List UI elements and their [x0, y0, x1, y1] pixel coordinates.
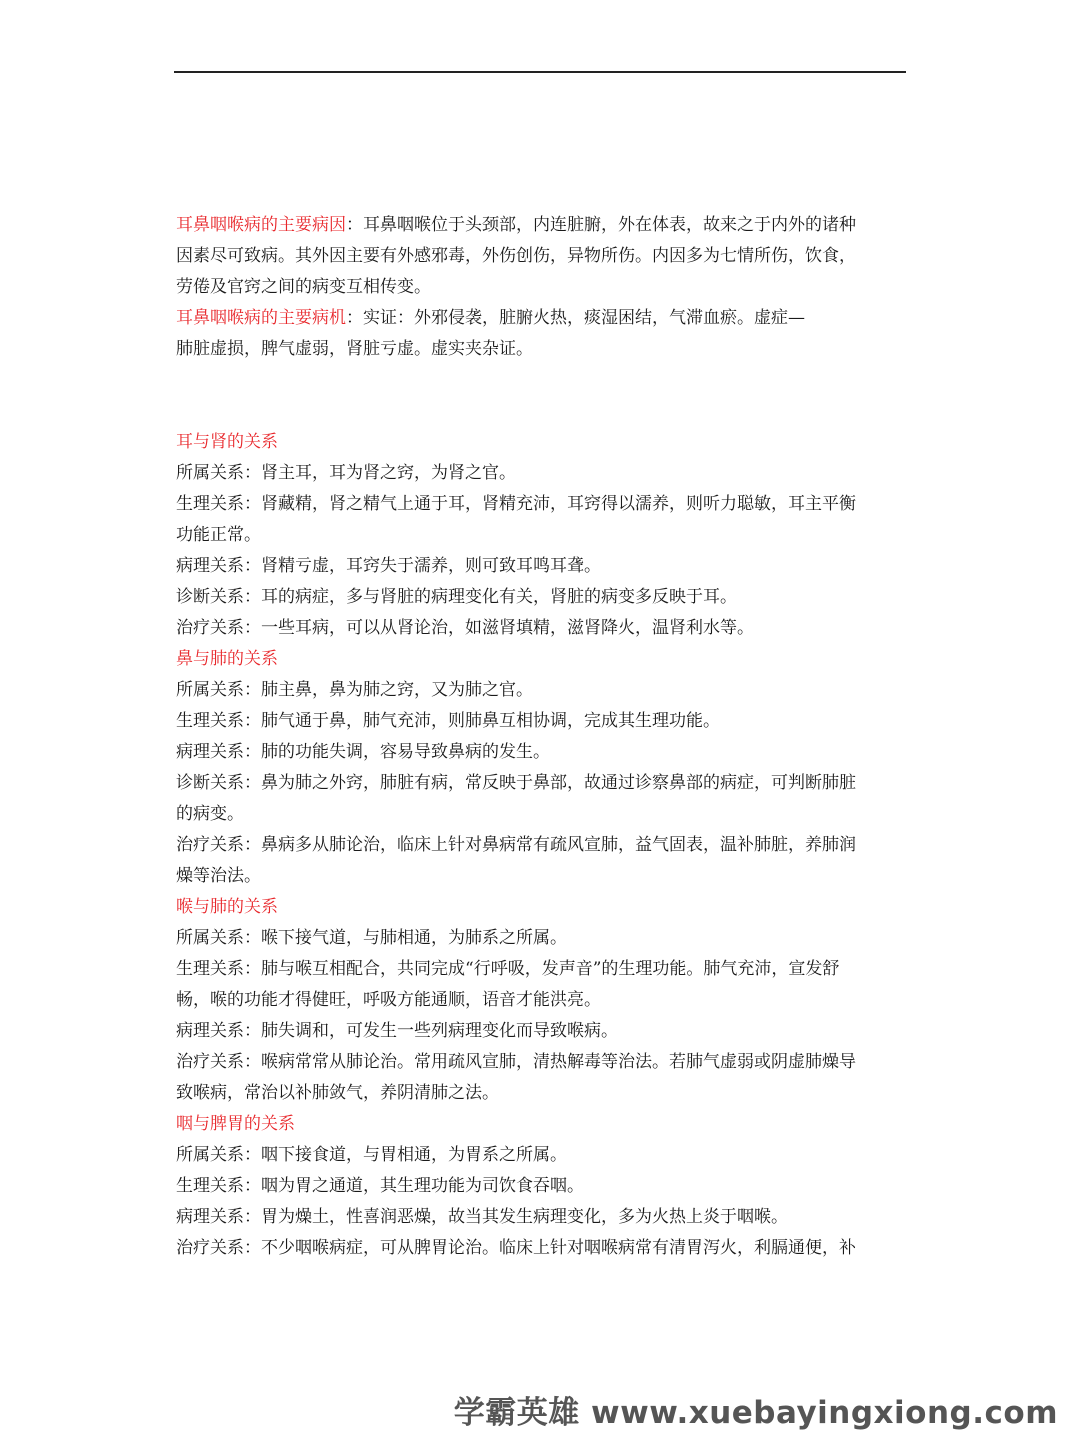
section-text-line: 所属关系：咽下接食道，与胃相通，为胃系之所属。: [176, 1145, 567, 1165]
section-text-line: 所属关系：肺主鼻，鼻为肺之窍，又为肺之官。: [176, 680, 533, 700]
section-text-line: 所属关系：喉下接气道，与肺相通，为肺系之所属。: [176, 928, 567, 948]
section-text-line: 诊断关系：耳的病症，多与肾脏的病理变化有关，肾脏的病变多反映于耳。: [176, 587, 737, 607]
section-text-line: 病理关系：肾精亏虚，耳窍失于濡养，则可致耳鸣耳聋。: [176, 556, 601, 576]
section-heading: 喉与肺的关系: [176, 897, 278, 917]
section-text-line: 诊断关系：鼻为肺之外窍，肺脏有病，常反映于鼻部，故通过诊察鼻部的病症，可判断肺脏: [176, 773, 856, 793]
cause-title: 耳鼻咽喉病的主要病因: [176, 215, 346, 235]
document-body: [176, 210, 906, 1264]
section-text-line: 畅，喉的功能才得健旺，呼吸方能通顺，语音才能洪亮。: [176, 990, 601, 1010]
intro-mech-line-2: 肺脏虚损，脾气虚弱，肾脏亏虚。虚实夹杂证。: [176, 339, 533, 359]
section-text-line: 的病变。: [176, 804, 244, 824]
section-text-line: 生理关系：肺与喉互相配合，共同完成“行呼吸，发声音”的生理功能。肺气充沛，宣发舒: [176, 959, 840, 979]
section-heading: 耳与肾的关系: [176, 432, 278, 452]
section-text-line: 致喉病，常治以补肺敛气，养阴清肺之法。: [176, 1083, 499, 1103]
section-text-line: 治疗关系：鼻病多从肺论治，临床上针对鼻病常有疏风宣肺，益气固表，温补肺脏，养肺润: [176, 835, 856, 855]
section-text-line: 生理关系：肾藏精，肾之精气上通于耳，肾精充沛，耳窍得以濡养，则听力聪敏，耳主平衡: [176, 494, 856, 514]
section-text-line: 所属关系：肾主耳，耳为肾之窍，为肾之官。: [176, 463, 516, 483]
section-heading: 咽与脾胃的关系: [176, 1114, 295, 1134]
intro-mech-line-1: [176, 303, 906, 334]
mech-text: ：实证：外邪侵袭，脏腑火热，痰湿困结，气滞血瘀。虚症—: [346, 308, 805, 328]
cause-text: ：耳鼻咽喉位于头颈部，内连脏腑，外在体表，故来之于内外的诸种: [346, 215, 856, 235]
mech-title: 耳鼻咽喉病的主要病机: [176, 308, 346, 328]
section-text-line: 生理关系：咽为胃之通道，其生理功能为司饮食吞咽。: [176, 1176, 584, 1196]
section-text-line: 治疗关系：喉病常常从肺论治。常用疏风宣肺，清热解毒等治法。若肺气虚弱或阴虚肺燥导: [176, 1052, 856, 1072]
section-text-line: 燥等治法。: [176, 866, 261, 886]
sections: [176, 427, 906, 1264]
intro-cause-line-3: 劳倦及官窍之间的病变互相传变。: [176, 277, 431, 297]
section-text-line: 治疗关系：一些耳病，可以从肾论治，如滋肾填精，滋肾降火，温肾利水等。: [176, 618, 754, 638]
header-rule: [174, 71, 906, 73]
spacer: [176, 365, 906, 427]
intro-cause-line-2: 因素尽可致病。其外因主要有外感邪毒，外伤创伤，异物所伤。内因多为七情所伤，饮食，: [176, 246, 856, 266]
watermark: 学霸英雄 www.xuebayingxiong.com: [453, 1395, 1058, 1431]
section-text-line: 治疗关系：不少咽喉病症，可从脾胃论治。临床上针对咽喉病常有清胃泻火，利膈通便，补: [176, 1238, 856, 1258]
section-text-line: 功能正常。: [176, 525, 261, 545]
section-text-line: 生理关系：肺气通于鼻，肺气充沛，则肺鼻互相协调，完成其生理功能。: [176, 711, 720, 731]
intro-cause-line-1: [176, 210, 906, 241]
section-text-line: 病理关系：胃为燥土，性喜润恶燥，故当其发生病理变化，多为火热上炎于咽喉。: [176, 1207, 788, 1227]
section-heading: 鼻与肺的关系: [176, 649, 278, 669]
section-text-line: 病理关系：肺失调和，可发生一些列病理变化而导致喉病。: [176, 1021, 618, 1041]
section-text-line: 病理关系：肺的功能失调，容易导致鼻病的发生。: [176, 742, 550, 762]
